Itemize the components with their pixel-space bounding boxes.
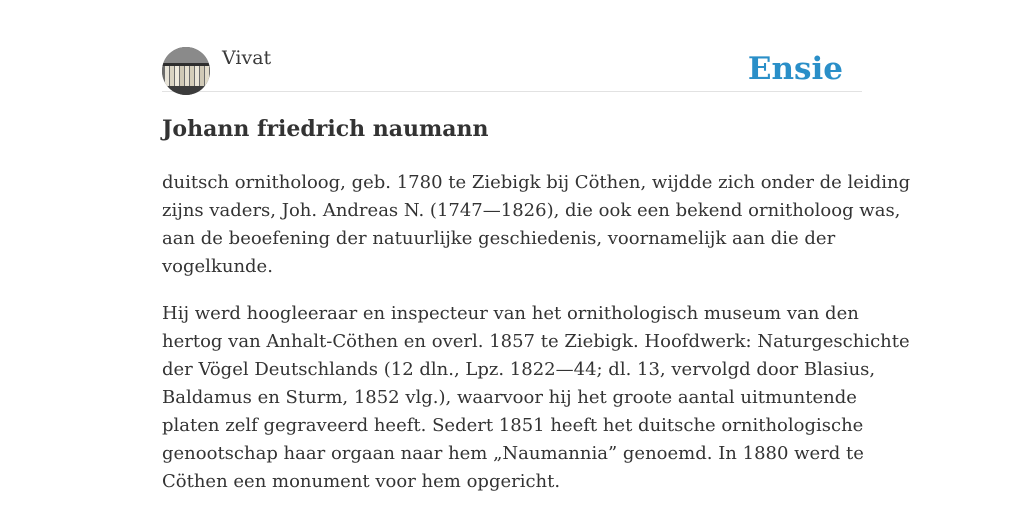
books-icon [162, 47, 210, 95]
text-line: Baldamus en Sturm, 1852 vlg.), waarvoor hij het groote aantal uitmuntende [162, 387, 857, 408]
text-line: der Vögel Deutschlands (12 dln., Lpz. 1822—44; dl. 13, vervolgd door Blasius, [162, 359, 876, 380]
text-line: genootschap haar orgaan naar hem „Naumannia” genoemd. In 1880 werd te [162, 443, 864, 464]
avatar[interactable] [162, 47, 210, 95]
article-body [162, 169, 911, 512]
header [162, 46, 862, 92]
brand-logo[interactable]: Ensie [747, 51, 843, 87]
source-name[interactable]: Vivat [222, 47, 272, 69]
paragraph [162, 300, 910, 496]
paragraph [162, 169, 911, 281]
text-line: Hij werd hoogleeraar en inspecteur van het ornithologisch museum van den [162, 303, 859, 324]
text-line: platen zelf gegraveerd heeft. Sedert 1851 heeft het duitsche ornithologische [162, 415, 864, 436]
text-line: zijns vaders, Joh. Andreas N. (1747—1826), die ook een bekend ornitholoog was, [162, 200, 901, 221]
text-line: duitsch ornitholoog, geb. 1780 te Ziebigk bij Cöthen, wijdde zich onder de leiding [162, 172, 911, 193]
text-line: vogelkunde. [162, 256, 273, 277]
text-line: Cöthen een monument voor hem opgericht. [162, 471, 561, 492]
text-line: aan de beoefening der natuurlijke geschiedenis, voornamelijk aan die der [162, 228, 836, 249]
article-title: Johann friedrich naumann [162, 116, 489, 142]
text-line: hertog van Anhalt-Cöthen en overl. 1857 te Ziebigk. Hoofdwerk: Naturgeschichte [162, 331, 910, 352]
